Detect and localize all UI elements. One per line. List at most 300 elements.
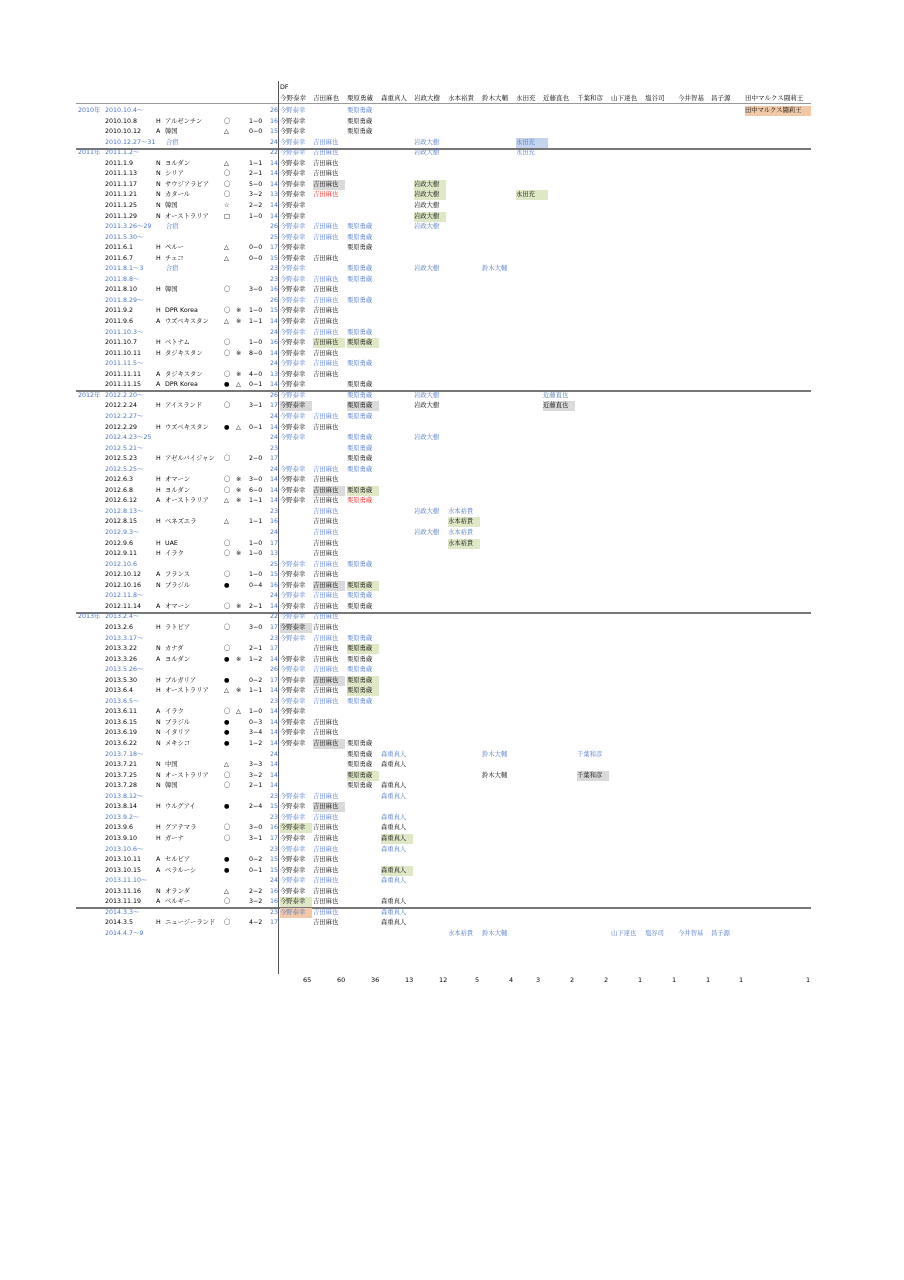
player-entry: 森重真人 <box>381 834 413 844</box>
squad-count: 23 <box>269 792 278 800</box>
match-date: 2013.7.28 <box>105 782 138 790</box>
venue-code: H <box>156 550 161 558</box>
player-entry: 今野泰幸 <box>280 729 306 737</box>
match-score: 3−0 <box>249 476 263 484</box>
player-entry: 吉田麻也 <box>313 718 339 726</box>
venue-code: N <box>156 729 161 737</box>
player-entry: 吉田麻也 <box>313 560 339 568</box>
match-score: 3−0 <box>249 286 263 294</box>
player-entry: 今野泰幸 <box>280 233 306 241</box>
squad-count: 17 <box>269 676 278 684</box>
opponent-name: ブラジル <box>165 718 191 726</box>
match-date: 2014.3.5 <box>105 919 134 927</box>
player-entry: 岩政大樹 <box>414 507 440 515</box>
result-mark: 〇 <box>224 708 231 716</box>
squad-count: 24 <box>269 529 278 536</box>
opponent-name: DPR Korea <box>165 381 198 389</box>
squad-count: 26 <box>269 391 278 399</box>
squad-count: 16 <box>269 581 278 589</box>
squad-count: 23 <box>269 634 278 642</box>
result-mark: 〇 <box>224 550 231 558</box>
opponent-name: 合宿 <box>166 138 179 146</box>
result-mark: 〇 <box>224 486 231 494</box>
opponent-name: アルゼンチン <box>165 117 203 125</box>
match-score: 1−0 <box>249 550 263 558</box>
player-entry: 吉田麻也 <box>313 666 339 674</box>
squad-count: 14 <box>269 476 278 484</box>
player-entry: 今野泰幸 <box>280 170 306 178</box>
match-score: 1−1 <box>249 159 263 167</box>
player-header-9: 近藤直也 <box>543 94 569 102</box>
player-entry: 栗原勇蔵 <box>347 434 373 442</box>
squad-count: 17 <box>269 539 278 547</box>
player-entry: 今野泰幸 <box>280 328 306 336</box>
player-entry: 今野泰幸 <box>280 286 306 294</box>
match-date: 2013.10.6～ <box>105 845 144 853</box>
result-mark: ● <box>224 381 230 389</box>
note-mark: ※ <box>236 318 242 325</box>
venue-code: A <box>156 318 161 325</box>
player-entry: 吉田麻也 <box>313 898 339 906</box>
player-entry: 今野泰幸 <box>280 897 312 907</box>
venue-code: A <box>156 866 161 874</box>
note-mark: ※ <box>236 550 242 558</box>
venue-code: N <box>156 782 161 790</box>
player-entry: 今野泰幸 <box>280 823 312 833</box>
match-score: 1−0 <box>249 117 263 125</box>
squad-count: 14 <box>269 602 278 610</box>
squad-count: 14 <box>269 159 278 167</box>
squad-count: 14 <box>269 718 278 726</box>
opponent-name: UAE <box>165 539 178 547</box>
match-score: 6−0 <box>249 486 263 494</box>
venue-code: H <box>156 423 161 431</box>
total-count: 65 <box>303 976 312 984</box>
player-entry: 吉田麻也 <box>313 571 339 579</box>
squad-count: 23 <box>269 908 278 916</box>
venue-code: H <box>156 834 161 842</box>
header-divider <box>76 103 811 104</box>
squad-count: 15 <box>269 803 278 811</box>
match-date: 2013.6.4 <box>105 687 134 695</box>
player-entry: 今野泰幸 <box>280 740 306 747</box>
player-entry: 今野泰幸 <box>280 634 306 642</box>
match-score: 3−0 <box>249 824 263 832</box>
match-score: 1−0 <box>249 212 263 220</box>
section-label: DF <box>280 84 289 91</box>
match-date: 2013.6.19 <box>105 729 138 737</box>
venue-code: N <box>156 581 161 589</box>
player-entry: 今野泰幸 <box>280 803 306 811</box>
player-entry: 今野泰幸 <box>280 792 306 800</box>
squad-count: 23 <box>269 275 278 283</box>
player-entry: 今野泰幸 <box>280 191 306 199</box>
opponent-name: カタール <box>165 191 191 199</box>
note-mark: ※ <box>236 476 242 484</box>
result-mark: △ <box>224 497 229 505</box>
result-mark: 〇 <box>224 645 231 653</box>
result-mark: △ <box>224 128 229 136</box>
match-score: 3−1 <box>249 834 263 842</box>
player-entry: 吉田麻也 <box>313 645 339 653</box>
squad-count: 24 <box>269 412 278 420</box>
match-score: 4−2 <box>249 919 263 927</box>
squad-count: 24 <box>269 877 278 885</box>
match-date: 2013.9.6 <box>105 824 134 832</box>
match-date: 2012.6.3 <box>105 476 134 484</box>
player-entry: 森重真人 <box>381 877 407 885</box>
match-date: 2013.7.25 <box>105 771 138 779</box>
venue-code: N <box>156 771 161 779</box>
match-score: 5−0 <box>249 180 263 188</box>
match-score: 1−2 <box>249 655 263 663</box>
player-entry: 吉田麻也 <box>313 180 345 190</box>
squad-count: 17 <box>269 623 278 631</box>
match-score: 1−0 <box>249 708 263 716</box>
result-mark: 〇 <box>224 339 231 347</box>
match-score: 2−1 <box>249 782 263 790</box>
player-entry: 今野泰幸 <box>280 159 306 167</box>
player-entry: 栗原勇蔵 <box>347 107 373 114</box>
result-mark: 〇 <box>224 286 231 294</box>
year-divider <box>76 612 811 614</box>
player-entry: 栗原勇蔵 <box>347 486 379 496</box>
result-mark: ● <box>224 856 230 864</box>
squad-count: 14 <box>269 708 278 716</box>
match-date: 2012.9.11 <box>105 550 138 558</box>
squad-count: 25 <box>269 233 278 241</box>
opponent-name: ウズベキスタン <box>165 423 209 431</box>
venue-code: H <box>156 676 161 684</box>
total-count: 60 <box>337 976 346 984</box>
player-entry: 栗原勇蔵 <box>347 455 373 463</box>
match-date: 2013.9.2～ <box>105 813 140 821</box>
venue-code: N <box>156 645 161 653</box>
player-entry: 今野泰幸 <box>280 856 306 864</box>
player-entry: 栗原勇蔵 <box>347 412 373 420</box>
venue-code: H <box>156 254 161 262</box>
match-score: 1−0 <box>249 539 263 547</box>
venue-code: H <box>156 455 161 463</box>
squad-count: 15 <box>269 571 278 579</box>
match-date: 2013.11.19 <box>105 898 142 906</box>
match-date: 2012.6.8 <box>105 486 134 494</box>
squad-count: 14 <box>269 761 278 769</box>
player-entry: 栗原勇蔵 <box>347 275 373 283</box>
opponent-name: アゼルバイジャン <box>165 455 215 463</box>
opponent-name: ベラルーシ <box>165 866 197 874</box>
result-mark: 〇 <box>224 571 231 579</box>
player-entry: 栗原勇蔵 <box>347 233 373 241</box>
result-mark: 〇 <box>224 402 231 410</box>
player-entry: 吉田麻也 <box>313 655 339 663</box>
venue-code: A <box>156 898 161 906</box>
squad-count: 17 <box>269 244 278 252</box>
player-entry: 田中マルクス闘莉王 <box>745 106 811 116</box>
player-entry: 岩政大樹 <box>414 434 440 442</box>
opponent-name: オーストラリア <box>165 212 209 220</box>
match-date: 2013.7.18～ <box>105 750 144 758</box>
player-entry: 栗原勇蔵 <box>347 592 373 600</box>
match-date: 2011.1.9 <box>105 159 134 167</box>
player-entry: 栗原勇蔵 <box>347 644 379 654</box>
venue-code: N <box>156 212 161 220</box>
player-entry: 今野泰幸 <box>280 117 306 125</box>
venue-code: N <box>156 740 161 747</box>
match-date: 2011.9.6 <box>105 318 134 325</box>
player-entry: 栗原勇蔵 <box>347 740 373 747</box>
opponent-name: DPR Korea <box>165 307 198 315</box>
venue-code: H <box>156 518 161 526</box>
result-mark: 〇 <box>224 898 231 906</box>
player-entry: 今野泰幸 <box>280 845 306 853</box>
venue-code: H <box>156 539 161 547</box>
opponent-name: オーストラリア <box>165 687 209 695</box>
result-mark: ● <box>224 581 230 589</box>
squad-count: 15 <box>269 856 278 864</box>
total-count: 36 <box>371 976 380 984</box>
player-entry: 今野泰幸 <box>280 223 306 231</box>
player-entry: 吉田麻也 <box>313 476 339 484</box>
player-entry: 今野泰幸 <box>280 212 306 220</box>
result-mark: ● <box>224 718 230 726</box>
result-mark: ● <box>224 676 230 684</box>
venue-code: H <box>156 339 161 347</box>
match-date: 2011.1.13 <box>105 170 138 178</box>
player-entry: 岩政大樹 <box>414 149 440 157</box>
match-date: 2012.2.20～ <box>105 391 144 399</box>
match-score: 0−0 <box>249 254 263 262</box>
match-date: 2012.5.25～ <box>105 465 144 473</box>
player-entry: 吉田麻也 <box>313 338 345 348</box>
match-date: 2013.2.6 <box>105 623 134 631</box>
match-date: 2012.8.15 <box>105 518 138 526</box>
match-date: 2012.2.29 <box>105 423 138 431</box>
result-mark: △ <box>224 244 229 252</box>
squad-count: 26 <box>269 666 278 674</box>
match-score: 0−4 <box>249 581 263 589</box>
player-entry: 吉田麻也 <box>313 159 339 167</box>
opponent-name: フランス <box>165 571 190 579</box>
match-date: 2011.8.29～ <box>105 296 144 304</box>
player-entry: 永田充 <box>516 149 535 157</box>
opponent-name: ラトビア <box>165 623 191 631</box>
player-entry: 今野泰幸 <box>280 434 306 442</box>
match-date: 2010.12.27～31 <box>105 138 156 146</box>
squad-count: 17 <box>269 834 278 842</box>
player-entry: 吉田麻也 <box>313 149 339 157</box>
squad-count: 14 <box>269 318 278 325</box>
player-entry: 岩政大樹 <box>414 190 446 200</box>
squad-count: 14 <box>269 423 278 431</box>
match-date: 2012.10.16 <box>105 581 142 589</box>
player-entry: 鈴木大輔 <box>482 929 508 937</box>
player-entry: 今野泰幸 <box>280 592 306 600</box>
opponent-name: メキシコ <box>165 740 191 747</box>
squad-count: 16 <box>269 117 278 125</box>
player-entry: 今野泰幸 <box>280 486 306 494</box>
squad-count: 23 <box>269 507 278 515</box>
player-entry: 吉田麻也 <box>313 602 339 610</box>
opponent-name: サウジアラビア <box>165 180 210 188</box>
player-entry: 栗原勇蔵 <box>347 497 373 505</box>
player-entry: 森重真人 <box>381 761 407 769</box>
squad-count: 14 <box>269 180 278 188</box>
match-score: 1−1 <box>249 687 263 695</box>
player-header-6: 水本裕貴 <box>448 94 474 102</box>
result-mark: 〇 <box>224 455 231 463</box>
match-score: 1−0 <box>249 307 263 315</box>
match-date: 2013.7.21 <box>105 761 138 769</box>
match-score: 0−3 <box>249 718 263 726</box>
player-entry: 森重真人 <box>381 845 407 853</box>
squad-count: 17 <box>269 919 278 927</box>
match-date: 2013.3.17～ <box>105 634 144 642</box>
squad-count: 15 <box>269 254 278 262</box>
match-score: 3−2 <box>249 771 263 779</box>
result-mark: 〇 <box>224 117 231 125</box>
match-date: 2011.10.3～ <box>105 328 144 336</box>
venue-code: N <box>156 887 161 895</box>
player-entry: 今野泰幸 <box>280 201 306 209</box>
match-date: 2013.6.5～ <box>105 697 140 705</box>
player-entry: 栗原勇蔵 <box>347 655 373 663</box>
match-date: 2011.10.7 <box>105 339 138 347</box>
player-entry: 今野泰幸 <box>280 180 306 188</box>
match-date: 2014.3.3～ <box>105 908 140 916</box>
player-entry: 今野泰幸 <box>280 571 306 579</box>
player-entry: 近藤直也 <box>543 401 575 411</box>
opponent-name: ベネズエラ <box>165 518 197 526</box>
player-entry: 栗原勇蔵 <box>347 117 373 125</box>
squad-count: 23 <box>269 265 278 273</box>
player-entry: 岩政大樹 <box>414 212 446 222</box>
result-mark: 〇 <box>224 919 231 927</box>
opponent-name: タジキスタン <box>165 370 203 378</box>
venue-code: A <box>156 128 161 136</box>
result-mark: ● <box>224 655 230 663</box>
player-entry: 今野泰幸 <box>280 655 306 663</box>
match-date: 2012.5.21～ <box>105 444 144 452</box>
opponent-name: 合宿 <box>166 265 179 273</box>
opponent-name: ベルギー <box>165 898 191 906</box>
match-score: 2−1 <box>249 170 263 178</box>
player-entry: 今野泰幸 <box>280 307 306 315</box>
player-entry: 今野泰幸 <box>280 381 306 389</box>
squad-count: 14 <box>269 381 278 389</box>
match-score: 3−0 <box>249 623 263 631</box>
player-entry: 吉田麻也 <box>313 286 339 294</box>
total-count: 4 <box>509 976 514 984</box>
player-entry: 吉田麻也 <box>313 497 339 505</box>
note-mark: ※ <box>236 486 242 494</box>
squad-count: 14 <box>269 655 278 663</box>
match-date: 2012.2.24 <box>105 402 138 410</box>
match-date: 2011.11.15 <box>105 381 142 389</box>
player-entry: 吉田麻也 <box>313 518 339 526</box>
venue-code: H <box>156 476 161 484</box>
match-date: 2013.5.30 <box>105 676 138 684</box>
match-date: 2013.10.15 <box>105 866 142 874</box>
match-score: 2−1 <box>249 602 263 610</box>
player-header-4: 森重真人 <box>381 94 407 102</box>
opponent-name: シリア <box>165 170 184 178</box>
match-date: 2012.10.6 <box>105 560 138 568</box>
match-score: 0−1 <box>249 381 263 389</box>
squad-count: 26 <box>269 223 278 231</box>
result-mark: 〇 <box>224 370 231 378</box>
player-entry: 森重真人 <box>381 782 407 790</box>
squad-count: 16 <box>269 887 278 895</box>
squad-count: 24 <box>269 750 278 758</box>
player-entry: 今野泰幸 <box>280 265 306 273</box>
match-score: 1−1 <box>249 497 263 505</box>
match-date: 2013.6.15 <box>105 718 138 726</box>
player-entry: 水本裕貴 <box>448 929 474 937</box>
player-entry: 吉田麻也 <box>313 412 339 420</box>
total-count: 1 <box>638 976 643 984</box>
result-mark: 〇 <box>224 349 231 357</box>
venue-code: A <box>156 655 161 663</box>
result-mark: △ <box>224 518 229 526</box>
player-entry: 今野泰幸 <box>280 708 306 716</box>
note-mark: ※ <box>236 497 242 505</box>
player-entry: 今井智基 <box>678 929 704 937</box>
match-score: 0−0 <box>249 244 263 252</box>
venue-code: N <box>156 180 161 188</box>
player-entry: 栗原勇蔵 <box>347 265 373 273</box>
player-entry: 今野泰幸 <box>280 244 306 252</box>
match-date: 2013.5.26～ <box>105 666 144 674</box>
player-entry: 今野泰幸 <box>280 339 306 347</box>
total-count: 3 <box>536 976 541 984</box>
player-entry: 今野泰幸 <box>280 349 306 357</box>
match-score: 3−3 <box>249 761 263 769</box>
note-mark: △ <box>236 708 241 716</box>
player-entry: 吉田麻也 <box>313 729 339 737</box>
player-entry: 吉田麻也 <box>313 623 339 631</box>
player-entry: 今野泰幸 <box>280 370 306 378</box>
player-entry: 今野泰幸 <box>280 360 306 368</box>
squad-count: 13 <box>269 370 278 378</box>
player-entry: 吉田麻也 <box>313 802 345 812</box>
squad-count: 22 <box>269 613 278 621</box>
match-date: 2012.11.14 <box>105 602 142 610</box>
total-count: 5 <box>475 976 480 984</box>
player-header-8: 永田充 <box>516 94 536 102</box>
match-score: 3−2 <box>249 191 263 199</box>
match-date: 2013.6.22 <box>105 740 138 747</box>
player-entry: 栗原勇蔵 <box>347 360 373 368</box>
match-score: 2−1 <box>249 645 263 653</box>
squad-count: 14 <box>269 212 278 220</box>
match-date: 2011.11.5～ <box>105 360 144 368</box>
player-entry: 昌子源 <box>711 929 730 937</box>
player-entry: 吉田麻也 <box>313 845 339 853</box>
match-score: 0−1 <box>249 866 263 874</box>
player-entry: 近藤直也 <box>543 391 569 399</box>
player-entry: 吉田麻也 <box>313 877 339 885</box>
opponent-name: オーストラリア <box>165 497 209 505</box>
player-entry: 栗原勇蔵 <box>347 328 373 336</box>
player-entry: 今野泰幸 <box>280 254 306 262</box>
match-date: 2011.1.2～ <box>105 149 140 157</box>
match-score: 2−4 <box>249 803 263 811</box>
opponent-name: オマーン <box>165 602 191 610</box>
venue-code: H <box>156 349 161 357</box>
player-entry: 今野泰幸 <box>280 676 306 684</box>
player-entry: 今野泰幸 <box>280 834 306 842</box>
